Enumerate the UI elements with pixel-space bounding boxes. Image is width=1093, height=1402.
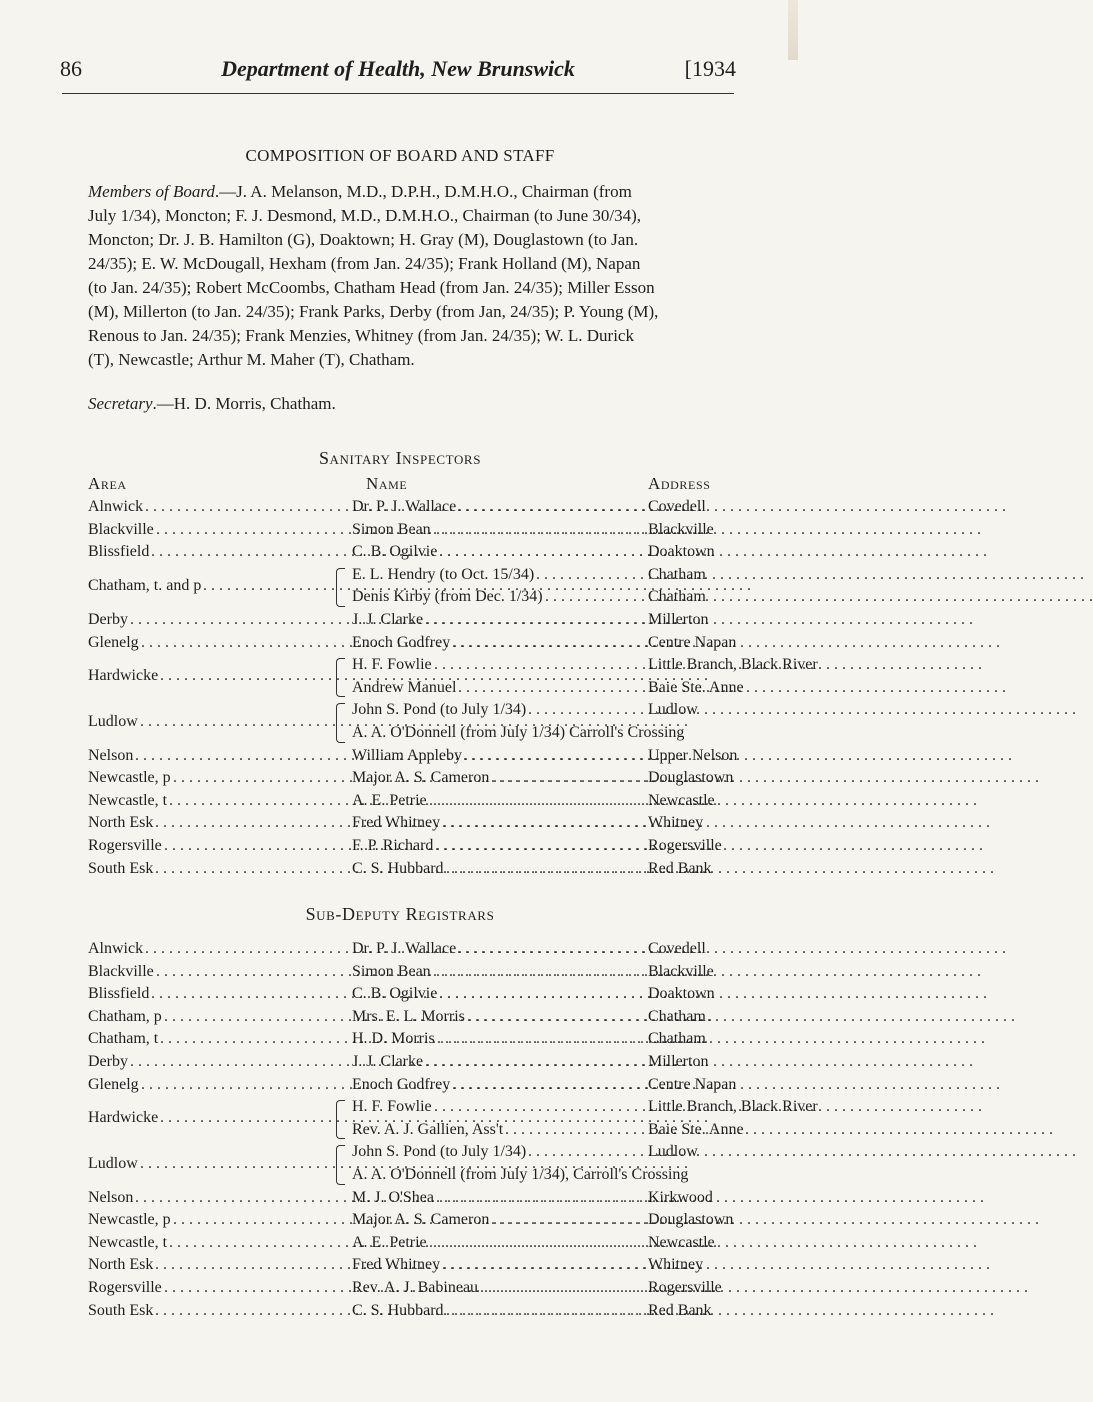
address-cell: Newcastle bbox=[648, 1233, 715, 1251]
leader-dots bbox=[425, 611, 646, 629]
leader-dots bbox=[434, 656, 646, 674]
area-cell: Rogersville bbox=[88, 1278, 162, 1296]
table-row bbox=[88, 792, 736, 815]
leader-dots bbox=[145, 498, 350, 516]
address-cell: Baie Ste. Anne bbox=[648, 678, 744, 696]
name-cell: Fred Whitney bbox=[352, 1256, 441, 1274]
name-cell: Major A. S. Cameron bbox=[352, 1211, 490, 1229]
address-cell: Newcastle bbox=[648, 791, 715, 809]
leader-dots bbox=[458, 498, 646, 516]
leader-dots bbox=[436, 1189, 646, 1207]
leader-dots bbox=[528, 701, 646, 719]
table-body bbox=[88, 940, 818, 1324]
leader-dots bbox=[446, 860, 646, 878]
area-cell: Newcastle, p bbox=[88, 769, 171, 787]
address-cell: Covedell bbox=[648, 940, 706, 957]
table-row bbox=[88, 860, 736, 883]
area-cell: Blackville bbox=[88, 520, 154, 538]
name-cell: C. B. Ogilvie bbox=[352, 543, 438, 561]
name-cell: Rev. A. J. Babineau bbox=[352, 1278, 479, 1296]
leader-dots bbox=[173, 1211, 350, 1229]
leader-dots bbox=[130, 611, 350, 629]
leader-dots bbox=[435, 837, 646, 855]
address-cell: Upper Nelson bbox=[648, 746, 738, 764]
composition-heading: COMPOSITION OF BOARD AND STAFF bbox=[245, 146, 555, 165]
brace-mark bbox=[336, 658, 345, 697]
leader-dots bbox=[545, 588, 646, 606]
leader-dots bbox=[434, 1098, 646, 1116]
name-cell: C. S. Hubbard bbox=[352, 1301, 444, 1319]
name-cell: J. J. Clarke bbox=[352, 610, 424, 628]
address-cell: Little Branch, Black River bbox=[648, 656, 818, 674]
leader-dots bbox=[169, 1234, 350, 1252]
name-cell: Dr. P. J. Wallace bbox=[352, 940, 457, 957]
table-body bbox=[88, 498, 818, 882]
col-area-header: Area bbox=[88, 474, 127, 493]
area-cell: Blissfield bbox=[88, 985, 150, 1003]
name-cell: H. D. Morris bbox=[352, 1030, 435, 1048]
subdeputy-registrars-table bbox=[88, 940, 818, 1324]
leader-dots bbox=[452, 1076, 646, 1094]
table-row bbox=[88, 769, 736, 792]
name-cell: F. P. Richard bbox=[352, 836, 434, 854]
header-rule bbox=[62, 93, 734, 94]
area-cell: Alnwick bbox=[88, 498, 144, 515]
name-cell: J. J. Clarke bbox=[352, 1052, 424, 1070]
members-line: 24/35); E. W. McDougall, Hexham (from Jan. 24/35); Frank Holland (M), Napan bbox=[88, 254, 641, 273]
brace-mark bbox=[336, 1145, 345, 1184]
leader-dots bbox=[141, 634, 350, 652]
leader-dots bbox=[505, 1121, 646, 1139]
area-cell: Chatham, t bbox=[88, 1030, 159, 1048]
leader-dots bbox=[433, 521, 646, 539]
leader-dots bbox=[173, 769, 350, 787]
members-paragraph bbox=[88, 180, 736, 372]
leader-dots bbox=[446, 1302, 646, 1320]
name-cell: Enoch Godfrey bbox=[352, 1075, 451, 1093]
leader-dots bbox=[442, 814, 646, 832]
table-row bbox=[88, 543, 736, 566]
members-line: (to Jan. 24/35); Robert McCoombs, Chatham Head (from Jan. 24/35); Miller Esson bbox=[88, 278, 655, 297]
leader-dots bbox=[439, 985, 646, 1003]
address-cell: Rogersville bbox=[648, 1278, 722, 1296]
area-cell: Glenelg bbox=[88, 633, 139, 651]
table-row bbox=[88, 701, 736, 746]
area-cell: Derby bbox=[88, 1052, 128, 1070]
name-cell: H. F. Fowlie bbox=[352, 1098, 432, 1116]
table-row bbox=[88, 837, 736, 860]
leader-dots bbox=[458, 679, 646, 697]
brace-mark bbox=[336, 1100, 345, 1139]
name-cell: C. B. Ogilvie bbox=[352, 985, 438, 1003]
name-cell: H. F. Fowlie bbox=[352, 656, 432, 674]
address-cell: Covedell bbox=[648, 498, 706, 515]
running-header bbox=[60, 56, 736, 90]
address-cell: Blackville bbox=[648, 520, 714, 538]
secretary-line bbox=[88, 392, 736, 416]
table-row bbox=[88, 1256, 736, 1279]
leader-dots bbox=[480, 1279, 646, 1297]
table-row bbox=[88, 611, 736, 634]
name-cell: Simon Bean bbox=[352, 962, 431, 980]
leader-dots bbox=[439, 543, 646, 561]
address-cell: Douglastown bbox=[648, 769, 734, 787]
name-cell: John S. Pond (to July 1/34) bbox=[352, 1143, 527, 1161]
address-cell: Chatham bbox=[648, 1007, 706, 1025]
address-cell: Red Bank bbox=[648, 1301, 712, 1319]
area-cell: South Esk bbox=[88, 1301, 154, 1319]
address-cell: Douglastown bbox=[648, 1211, 734, 1229]
leader-dots bbox=[442, 1256, 646, 1274]
table-row bbox=[88, 1234, 736, 1257]
table-row bbox=[88, 566, 736, 611]
leader-dots bbox=[135, 1189, 350, 1207]
name-cell: Mrs. E. L. Morris bbox=[352, 1007, 465, 1025]
table-row bbox=[88, 1030, 736, 1053]
name-cell: Rev. A. J. Gallien, Ass't bbox=[352, 1120, 504, 1138]
leader-dots bbox=[164, 1008, 350, 1026]
name-cell: Enoch Godfrey bbox=[352, 633, 451, 651]
leader-dots bbox=[452, 634, 646, 652]
address-cell: Doaktown bbox=[648, 543, 715, 561]
leader-dots bbox=[458, 940, 646, 958]
leader-dots bbox=[155, 860, 350, 878]
name-cell: Fred Whitney bbox=[352, 814, 441, 832]
name-cell: E. L. Hendry (to Oct. 15/34) bbox=[352, 565, 535, 583]
address-cell: Red Bank bbox=[648, 859, 712, 877]
leader-dots bbox=[528, 1143, 646, 1161]
leader-dots bbox=[155, 1256, 350, 1274]
area-cell: Ludlow bbox=[88, 712, 138, 730]
leader-dots bbox=[429, 792, 646, 810]
subdeputy-heading: Sub-Deputy Registrars bbox=[305, 904, 495, 924]
area-cell: Chatham, t. and p bbox=[88, 577, 202, 595]
table-row bbox=[88, 656, 818, 701]
area-cell: Newcastle, t bbox=[88, 791, 168, 809]
name-cell: A. A. O'Donnell (from July 1/34) Carroll's Crossing bbox=[352, 723, 685, 741]
leader-dots bbox=[156, 963, 350, 981]
leader-dots bbox=[169, 792, 350, 810]
leader-dots bbox=[491, 1211, 646, 1229]
address-cell: Millerton bbox=[648, 1052, 709, 1070]
area-cell: Nelson bbox=[88, 1188, 134, 1206]
table-row bbox=[88, 985, 736, 1008]
table-row bbox=[88, 1189, 736, 1212]
leader-dots bbox=[160, 1109, 334, 1127]
members-line: (T), Newcastle; Arthur M. Maher (T), Chatham. bbox=[88, 350, 415, 369]
leader-dots bbox=[151, 985, 350, 1003]
table-row bbox=[88, 1279, 736, 1302]
area-cell: Blissfield bbox=[88, 543, 150, 561]
name-cell: A. E. Petrie bbox=[352, 791, 427, 809]
address-cell: Whitney bbox=[648, 1256, 704, 1274]
table-row bbox=[88, 1302, 736, 1325]
col-name-header: Name bbox=[366, 474, 408, 493]
members-line: Moncton; Dr. J. B. Hamilton (G), Doaktown; H. Gray (M), Douglastown (to Jan. bbox=[88, 230, 639, 249]
area-cell: Chatham, p bbox=[88, 1007, 162, 1025]
brace-mark bbox=[336, 703, 345, 742]
table-row bbox=[88, 521, 736, 544]
leader-dots bbox=[141, 1076, 350, 1094]
table-row bbox=[88, 940, 736, 963]
running-title: Department of Health, New Brunswick bbox=[221, 56, 575, 81]
name-cell: A. E. Petrie bbox=[352, 1233, 427, 1251]
name-cell: A. A. O'Donnell (from July 1/34), Carroll's Crossing bbox=[352, 1165, 689, 1183]
secretary-label: Secretary bbox=[88, 394, 153, 413]
leader-dots bbox=[155, 1302, 350, 1320]
address-cell: Blackville bbox=[648, 962, 714, 980]
table-row bbox=[88, 1143, 736, 1188]
name-cell: Major A. S. Cameron bbox=[352, 769, 490, 787]
table-row bbox=[88, 634, 736, 657]
table-row bbox=[88, 963, 736, 986]
column-headers bbox=[88, 474, 736, 498]
leader-dots bbox=[164, 837, 350, 855]
leader-dots bbox=[536, 566, 646, 584]
leader-dots bbox=[425, 1053, 646, 1071]
leader-dots bbox=[130, 1053, 350, 1071]
area-cell: North Esk bbox=[88, 1256, 154, 1274]
brace-mark bbox=[336, 568, 345, 607]
leader-dots bbox=[145, 940, 350, 958]
page-edge-wear bbox=[788, 0, 798, 60]
page-number: 86 bbox=[60, 56, 82, 81]
table-row bbox=[88, 498, 736, 521]
name-cell: Denis Kirby (from Dec. 1/34) bbox=[352, 588, 543, 606]
address-cell: Ludlow bbox=[648, 701, 698, 719]
area-cell: Blackville bbox=[88, 962, 154, 980]
table-row bbox=[88, 747, 736, 770]
leader-dots bbox=[467, 1008, 646, 1026]
area-cell: South Esk bbox=[88, 859, 154, 877]
address-cell: Rogersville bbox=[648, 836, 722, 854]
address-cell: Centre Napan bbox=[648, 633, 737, 651]
members-label: Members of Board bbox=[88, 182, 215, 201]
table-row bbox=[88, 1053, 736, 1076]
leader-dots bbox=[437, 1030, 646, 1048]
leader-dots bbox=[429, 1234, 646, 1252]
leader-dots bbox=[135, 747, 350, 765]
name-cell: Simon Bean bbox=[352, 520, 431, 538]
leader-dots bbox=[140, 1155, 334, 1173]
name-cell: Dr. P. J. Wallace bbox=[352, 498, 457, 515]
address-cell: Kirkwood bbox=[648, 1188, 713, 1206]
secretary-text: .—H. D. Morris, Chatham. bbox=[152, 394, 336, 413]
members-line: Members of Board.—J. A. Melanson, M.D., D.P.H., D.M.H.O., Chairman (from bbox=[88, 182, 632, 201]
address-cell: Little Branch, Black River bbox=[648, 1098, 818, 1116]
area-cell: Newcastle, p bbox=[88, 1211, 171, 1229]
leader-dots bbox=[464, 747, 646, 765]
col-address-header: Address bbox=[648, 474, 711, 493]
leader-dots bbox=[155, 814, 350, 832]
table-row bbox=[88, 1008, 736, 1031]
leader-dots bbox=[203, 577, 334, 595]
area-cell: Derby bbox=[88, 610, 128, 628]
header-year: [1934 bbox=[684, 56, 736, 81]
leader-dots bbox=[140, 713, 334, 731]
members-line: (M), Millerton (to Jan. 24/35); Frank Parks, Derby (from Jan, 24/35); P. Young (M), bbox=[88, 302, 659, 321]
table-row bbox=[88, 1076, 736, 1099]
name-cell: Andrew Manuel bbox=[352, 678, 457, 696]
name-cell: John S. Pond (to July 1/34) bbox=[352, 701, 527, 719]
area-cell: Ludlow bbox=[88, 1154, 138, 1172]
name-cell: William Appleby bbox=[352, 746, 463, 764]
table-row bbox=[88, 1211, 736, 1234]
address-cell: Chatham bbox=[648, 565, 706, 583]
area-cell: North Esk bbox=[88, 814, 154, 832]
leader-dots bbox=[164, 1279, 350, 1297]
address-cell: Whitney bbox=[648, 814, 704, 832]
area-cell: Nelson bbox=[88, 746, 134, 764]
address-cell: Millerton bbox=[648, 610, 709, 628]
address-cell: Centre Napan bbox=[648, 1075, 737, 1093]
address-cell: Chatham bbox=[648, 588, 706, 606]
leader-dots bbox=[160, 667, 334, 685]
area-cell: Hardwicke bbox=[88, 667, 159, 685]
address-cell: Ludlow bbox=[648, 1143, 698, 1161]
members-line: July 1/34), Moncton; F. J. Desmond, M.D., D.M.H.O., Chairman (to June 30/34), bbox=[88, 206, 642, 225]
leader-dots bbox=[160, 1030, 350, 1048]
members-line: Renous to Jan. 24/35); Frank Menzies, Whitney (from Jan. 24/35); W. L. Durick bbox=[88, 326, 634, 345]
address-cell: Doaktown bbox=[648, 985, 715, 1003]
leader-dots bbox=[491, 769, 646, 787]
area-cell: Glenelg bbox=[88, 1075, 139, 1093]
leader-dots bbox=[156, 521, 350, 539]
address-cell: Chatham bbox=[648, 1030, 706, 1048]
area-cell: Hardwicke bbox=[88, 1109, 159, 1127]
name-cell: C. S. Hubbard bbox=[352, 859, 444, 877]
area-cell: Rogersville bbox=[88, 836, 162, 854]
table-row bbox=[88, 814, 736, 837]
sanitary-inspectors-table bbox=[88, 474, 818, 882]
name-cell: M. J. O'Shea bbox=[352, 1188, 434, 1206]
sanitary-heading: Sanitary Inspectors bbox=[318, 448, 482, 468]
area-cell: Newcastle, t bbox=[88, 1233, 168, 1251]
address-cell: Baie Ste. Anne bbox=[648, 1120, 744, 1138]
leader-dots bbox=[433, 963, 646, 981]
leader-dots bbox=[151, 543, 350, 561]
table-row bbox=[88, 1098, 818, 1143]
area-cell: Alnwick bbox=[88, 940, 144, 957]
